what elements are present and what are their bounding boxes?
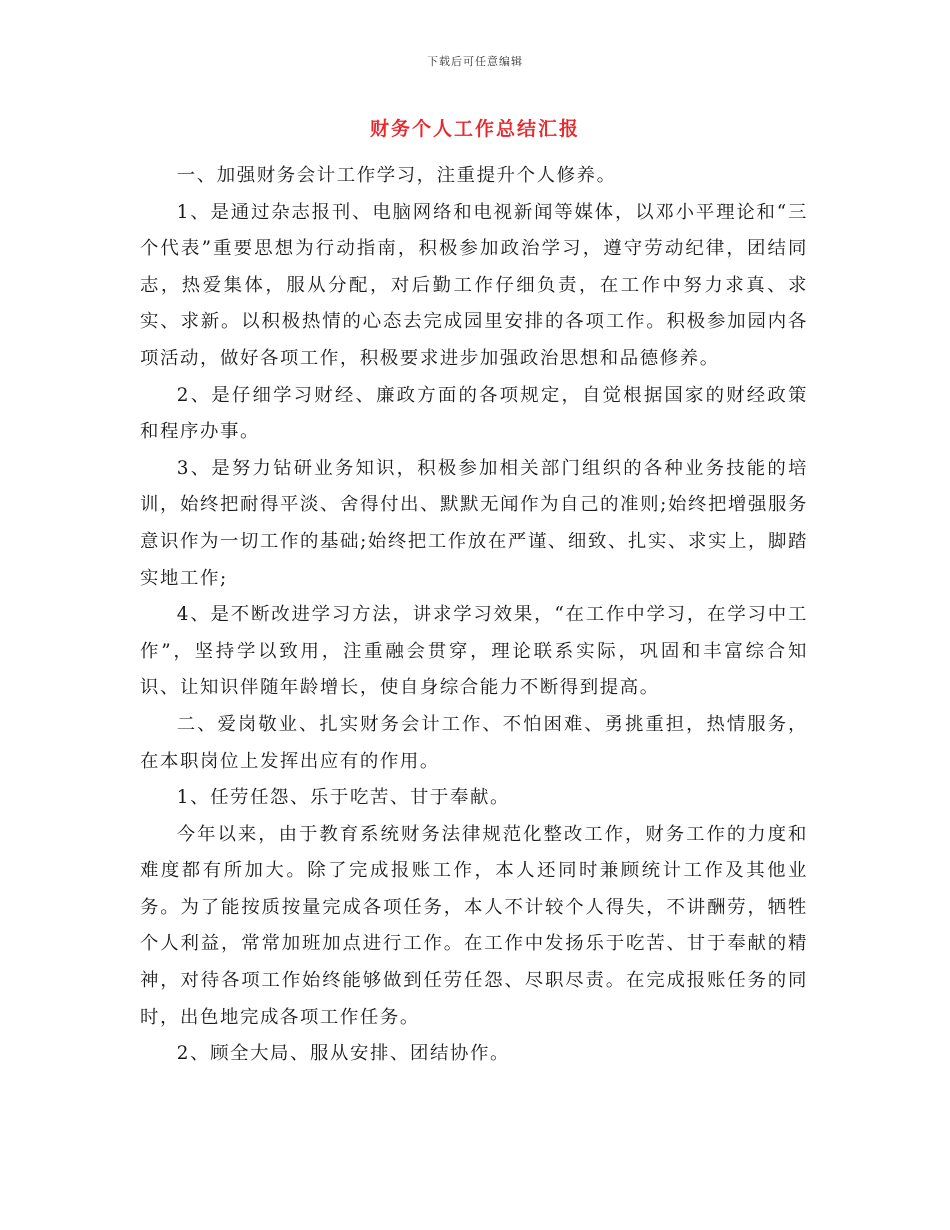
paragraph: 3、是努力钻研业务知识，积极参加相关部门组织的各种业务技能的培训，始终把耐得平淡、舍得付出、默默无闻作为自己的准则;始终把增强服务意识作为一切工作的基础;始终把工作放在严谨、细致、扎实、求实上，脚踏实地工作; <box>140 457 808 589</box>
paragraph: 4、是不断改进学习方法，讲求学习效果，“在工作中学习，在学习中工作”，坚持学以致用，注重融会贯穿，理论联系实际，巩固和丰富综合知识、让知识伴随年龄增长，使自身综合能力不断得到提高。 <box>140 604 808 699</box>
document-body <box>140 158 808 1073</box>
paragraph: 2、顾全大局、服从安排、团结协作。 <box>176 1043 510 1065</box>
paragraph: 1、任劳任怨、乐于吃苦、甘于奉献。 <box>176 787 510 809</box>
paragraph: 一、加强财务会计工作学习，注重提升个人修养。 <box>176 165 617 186</box>
paragraph: 今年以来，由于教育系统财务法律规范化整改工作，财务工作的力度和难度都有所加大。除了完成报账工作，本人还同时兼顾统计工作及其他业务。为了能按质按量完成各项任务，本人不计较个人得失，不讲酬劳，牺牲个人利益，常常加班加点进行工作。在工作中发扬乐于吃苦、甘于奉献的精神，对待各项工作始终能够做到任劳任怨、尽职尽责。在完成报账任务的同时，出色地完成各项工作任务。 <box>140 823 808 1028</box>
header-note: 下载后可任意编辑 <box>427 55 523 68</box>
paragraph: 1、是通过杂志报刊、电脑网络和电视新闻等媒体，以邓小平理论和“三个代表”重要思想为行动指南，积极参加政治学习，遵守劳动纪律，团结同志，热爱集体，服从分配，对后勤工作仔细负责，在工作中努力求真、求实、求新。以积极热情的心态去完成园里安排的各项工作。积极参加园内各项活动，做好各项工作，积极要求进步加强政治思想和品德修养。 <box>140 201 808 369</box>
paragraph: 二、爱岗敬业、扎实财务会计工作、不怕困难、勇挑重担，热情服务，在本职岗位上发挥出应有的作用。 <box>140 713 808 772</box>
paragraph: 2、是仔细学习财经、廉政方面的各项规定，自觉根据国家的财经政策和程序办事。 <box>140 384 808 443</box>
document-title: 财务个人工作总结汇报 <box>369 118 580 140</box>
